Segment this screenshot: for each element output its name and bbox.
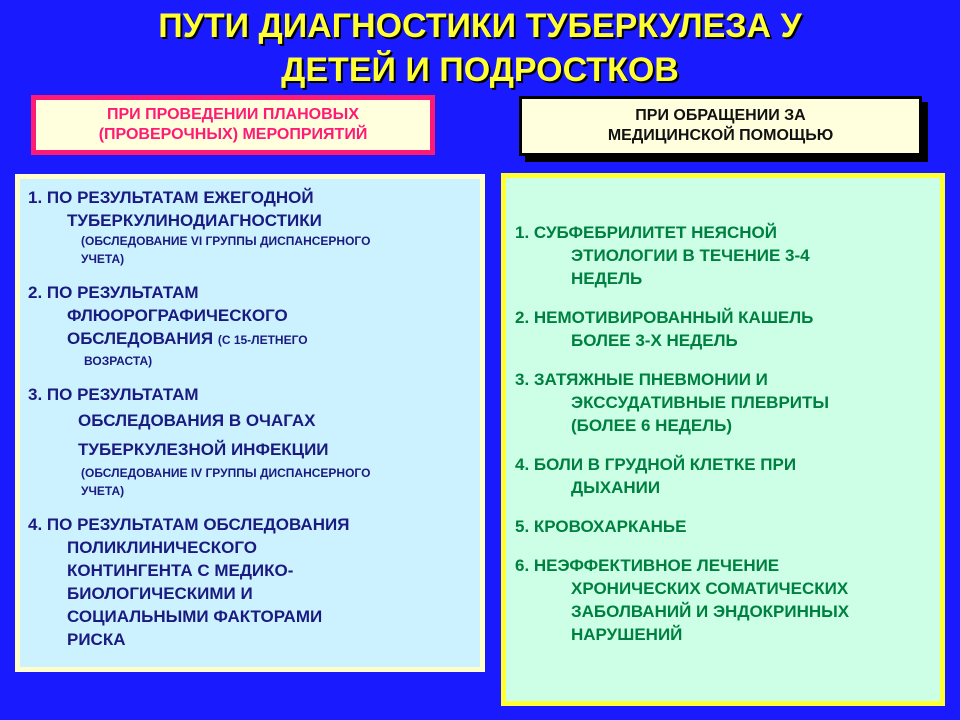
slide-title-line1: ПУТИ ДИАГНОСТИКИ ТУБЕРКУЛЕЗА У (158, 7, 802, 45)
header-medical-line2: МЕДИЦИНСКОЙ ПОМОЩЬЮ (607, 127, 834, 144)
symptom-item-2-line1: 2. НЕМОТИВИРОВАННЫЙ КАШЕЛЬ (515, 308, 814, 327)
planned-measures-panel (15, 174, 485, 672)
medical-request-panel (501, 173, 945, 706)
planned-item-1-line1: 1. ПО РЕЗУЛЬТАТАМ ЕЖЕГОДНОЙ (28, 188, 314, 207)
planned-item-3-note1: (ОБСЛЕДОВАНИЕ IV ГРУППЫ ДИСПАНСЕРНОГО (81, 466, 371, 480)
symptom-item-2 (515, 306, 932, 352)
planned-item-4 (28, 513, 472, 651)
planned-item-3 (28, 383, 472, 500)
planned-item-4-line2: ПОЛИКЛИНИЧЕСКОГО (67, 538, 257, 557)
planned-item-2-line2: ФЛЮОРОГРАФИЧЕСКОГО (67, 306, 288, 325)
symptom-item-4-line1: 4. БОЛИ В ГРУДНОЙ КЛЕТКЕ ПРИ (515, 455, 797, 474)
symptom-item-1-line1: 1. СУБФЕБРИЛИТЕТ НЕЯСНОЙ (515, 223, 777, 242)
planned-item-1 (28, 186, 472, 268)
symptom-item-3-line2: ЭКССУДАТИВНЫЕ ПЛЕВРИТЫ (571, 393, 830, 412)
planned-item-2-note2: ВОЗРАСТА) (84, 354, 153, 368)
header-planned-line1: ПРИ ПРОВЕДЕНИИ ПЛАНОВЫХ (107, 106, 359, 123)
planned-item-4-line3: КОНТИНГЕНТА С МЕДИКО- (67, 561, 294, 580)
symptom-item-1 (515, 221, 932, 290)
symptom-item-6-line2: ХРОНИЧЕСКИХ СОМАТИЧЕСКИХ (571, 579, 849, 598)
planned-item-3-line3: ТУБЕРКУЛЕЗНОЙ ИНФЕКЦИИ (78, 440, 329, 459)
planned-item-4-line1: 4. ПО РЕЗУЛЬТАТАМ ОБСЛЕДОВАНИЯ (28, 515, 350, 534)
header-medical-line1: ПРИ ОБРАЩЕНИИ ЗА (635, 107, 806, 124)
symptom-item-3-line3: (БОЛЕЕ 6 НЕДЕЛЬ) (571, 416, 733, 435)
header-medical-request (519, 96, 922, 156)
symptom-item-6-line3: ЗАБОЛВАНИЙ И ЭНДОКРИННЫХ (571, 602, 850, 621)
symptom-item-2-line2: БОЛЕЕ 3-Х НЕДЕЛЬ (571, 331, 738, 350)
planned-item-4-line6: РИСКА (67, 630, 126, 649)
planned-item-3-line2: ОБСЛЕДОВАНИЯ В ОЧАГАХ (78, 411, 316, 430)
planned-item-4-line4: БИОЛОГИЧЕСКИМИ И (67, 584, 253, 603)
header-planned-measures (31, 95, 435, 155)
symptom-item-6-line4: НАРУШЕНИЙ (571, 625, 683, 644)
symptom-item-1-line2: ЭТИОЛОГИИ В ТЕЧЕНИЕ 3-4 (571, 246, 810, 265)
planned-item-1-note1: (ОБСЛЕДОВАНИЕ VI ГРУППЫ ДИСПАНСЕРНОГО (81, 234, 371, 248)
symptom-item-3 (515, 368, 932, 437)
symptom-item-6-line1: 6. НЕЭФФЕКТИВНОЕ ЛЕЧЕНИЕ (515, 556, 780, 575)
symptom-item-4-line2: ДЫХАНИИ (571, 478, 661, 497)
symptom-item-4 (515, 453, 932, 499)
planned-item-2-line1: 2. ПО РЕЗУЛЬТАТАМ (28, 283, 199, 302)
planned-item-2-line3 (28, 327, 472, 352)
planned-item-3-line1: 3. ПО РЕЗУЛЬТАТАМ (28, 385, 199, 404)
planned-item-2-line3-text: ОБСЛЕДОВАНИЯ (67, 329, 214, 348)
symptom-item-5-line1: 5. КРОВОХАРКАНЬЕ (515, 517, 687, 536)
planned-item-4-line5: СОЦИАЛЬНЫМИ ФАКТОРАМИ (67, 607, 323, 626)
slide-title (0, 4, 960, 92)
header-planned-line2: (ПРОВЕРОЧНЫХ) МЕРОПРИЯТИЙ (98, 126, 368, 143)
planned-item-1-note2: УЧЕТА) (81, 252, 125, 266)
symptom-item-5 (515, 515, 932, 538)
symptom-item-6 (515, 554, 932, 646)
symptom-item-1-line3: НЕДЕЛЬ (571, 269, 643, 288)
planned-item-2-line3-note: (С 15-ЛЕТНЕГО (217, 333, 308, 347)
planned-item-3-note2: УЧЕТА) (81, 484, 125, 498)
planned-item-1-line2: ТУБЕРКУЛИНОДИАГНОСТИКИ (67, 211, 322, 230)
symptom-item-3-line1: 3. ЗАТЯЖНЫЕ ПНЕВМОНИИ И (515, 370, 768, 389)
planned-item-2 (28, 281, 472, 370)
slide-title-line2: ДЕТЕЙ И ПОДРОСТКОВ (281, 51, 679, 89)
